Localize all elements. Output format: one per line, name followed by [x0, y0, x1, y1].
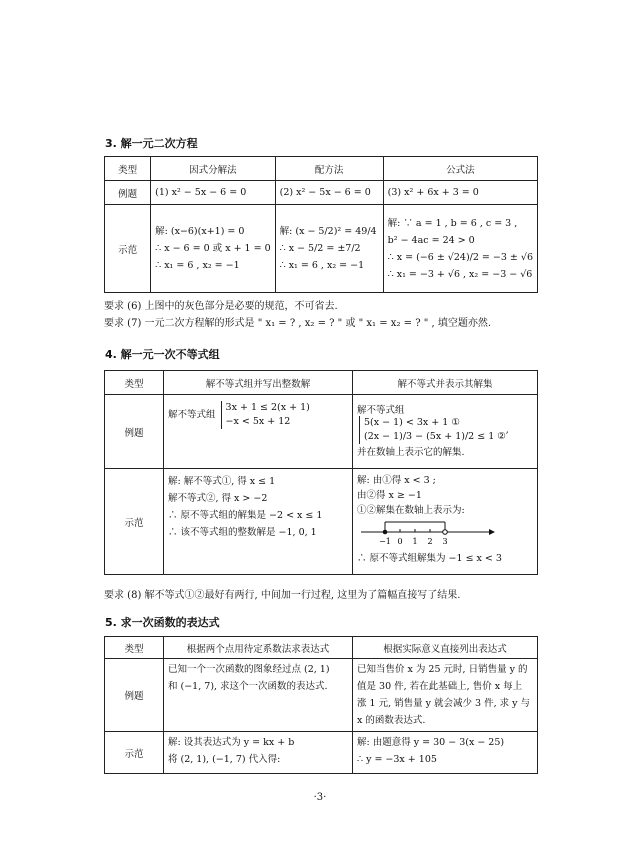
s4-demo-1-line: 解不等式②, 得 x > −2 — [168, 493, 268, 504]
s4-demo-1-line: 解: 解不等式①, 得 x ≤ 1 — [168, 476, 276, 487]
section5-title: 5. 求一次函数的表达式 — [105, 616, 220, 629]
s5-ex2-line: x 的函数表达式. — [357, 715, 426, 726]
number-line-tick-label: 2 — [427, 537, 433, 546]
s3-demo-label: 示范 — [105, 205, 151, 293]
s3-example-3: (3) x² + 6x + 3 = 0 — [383, 181, 537, 205]
open-endpoint — [443, 530, 448, 535]
s5-ex2-line: 值是 30 件, 若在此基础上, 售价 x 每上 — [357, 681, 523, 692]
s4-ex2-after: 并在数轴上表示它的解集. — [357, 447, 465, 458]
s5-demo-2 — [353, 732, 538, 774]
s3-demo-2-line: ∴ x − 5/2 = ±7/2 — [279, 243, 361, 254]
section3-title: 3. 解一元二次方程 — [105, 137, 198, 150]
s4-example-2 — [353, 395, 538, 469]
s4-demo-label: 示范 — [105, 469, 164, 575]
s4-demo-2-line: 由②得 x ≥ −1 — [357, 490, 422, 501]
s4-ex1-prefix: 解不等式组 — [168, 409, 216, 421]
s5-header-practical: 根据实际意义直接列出表达式 — [353, 637, 538, 659]
s4-demo-2 — [353, 469, 538, 575]
s4-demo-2-line: ∴ 原不等式组解集为 −1 ≤ x < 3 — [357, 553, 502, 564]
number-line-diagram — [357, 518, 497, 548]
s4-ex2-system — [359, 416, 506, 444]
s5-demo-2-line: 解: 由题意得 y = 30 − 3(x − 25) — [357, 737, 505, 748]
number-line-arrow — [489, 529, 495, 535]
s5-ex2-line: 已知当售价 x 为 25 元时, 日销售量 y 的 — [357, 664, 528, 675]
number-line-tick-label: 1 — [412, 537, 418, 546]
s5-demo-label: 示范 — [105, 732, 164, 774]
s3-demo-1-line: ∴ x − 6 = 0 或 x + 1 = 0 — [155, 243, 271, 254]
s4-demo-1 — [164, 469, 353, 575]
s4-example-label: 例题 — [105, 395, 164, 469]
s3-example-1: (1) x² − 5x − 6 = 0 — [151, 181, 276, 205]
number-line-tick-label: 0 — [397, 537, 403, 546]
s3-demo-2 — [275, 205, 383, 293]
s5-demo-1-line: 将 (2, 1), (−1, 7) 代入得: — [168, 754, 281, 765]
s3-demo-1-line: ∴ x₁ = 6 , x₂ = −1 — [155, 260, 240, 271]
s5-example-2 — [353, 659, 538, 732]
section4-table — [104, 370, 538, 575]
s4-demo-2-line: ①②解集在数轴上表示为: — [357, 505, 465, 516]
s4-ex1-eq: −x < 5x + 12 — [225, 416, 291, 427]
s5-demo-2-line: ∴ y = −3x + 105 — [357, 754, 437, 765]
s5-ex1-line: 和 (−1, 7), 求这个一次函数的表达式. — [168, 681, 328, 692]
section4-title: 4. 解一元一次不等式组 — [105, 348, 220, 361]
s5-demo-1-line: 解: 设其表达式为 y = kx + b — [168, 737, 295, 748]
s4-ex2-prefix: 解不等式组 — [357, 405, 405, 416]
s3-header-formula: 公式法 — [383, 157, 537, 181]
number-line-tick-label: −1 — [379, 537, 391, 546]
s4-ex2-suffix: , — [505, 424, 509, 436]
s3-header-complete-square: 配方法 — [275, 157, 383, 181]
s4-example-1 — [164, 395, 353, 469]
s3-demo-1-line: 解: (x−6)(x+1) = 0 — [155, 226, 245, 237]
s5-example-1 — [164, 659, 353, 732]
s3-demo-3-line: b² − 4ac = 24 > 0 — [387, 234, 475, 246]
s5-ex2-line: 涨 1 元, 销售量 y 就会减少 3 件, 求 y 与 — [357, 698, 531, 709]
s3-note-7: 要求 (7) 一元二次方程解的形式是 " x₁ = ? , x₂ = ? " 或 " x₁ = x₂ = ? " , 填空题亦然. — [104, 318, 492, 329]
s3-example-2: (2) x² − 5x − 6 = 0 — [275, 181, 383, 205]
s4-ex1-eq: 3x + 1 ≤ 2(x + 1) — [225, 402, 310, 413]
section3-table — [104, 156, 538, 293]
number-line-tick-label: 3 — [442, 537, 448, 546]
s3-demo-1 — [151, 205, 276, 293]
s4-header-solution-set: 解不等式并表示其解集 — [353, 371, 538, 395]
s3-demo-3-line: ∴ x = (−6 ± √24)/2 = −3 ± √6 — [387, 251, 533, 263]
page-number: ·3· — [313, 792, 327, 803]
s4-ex2-eq: 5(x − 1) < 3x + 1 ① — [364, 417, 460, 428]
s4-ex2-eq: (2x − 1)/3 − (5x + 1)/2 ≤ 1 ② — [364, 431, 506, 442]
s3-example-label: 例题 — [105, 181, 151, 205]
s5-demo-1 — [164, 732, 353, 774]
s3-demo-3-line: ∴ x₁ = −3 + √6 , x₂ = −3 − √6 — [387, 268, 533, 280]
s5-example-label: 例题 — [105, 659, 164, 732]
s3-demo-2-line: ∴ x₁ = 6 , x₂ = −1 — [279, 260, 365, 271]
s4-header-integer: 解不等式组并写出整数解 — [164, 371, 353, 395]
s4-ex1-system — [221, 401, 310, 429]
s3-demo-2-line: 解: (x − 5/2)² = 49/4 — [279, 226, 377, 237]
s4-note-8: 要求 (8) 解不等式①②最好有两行, 中间加一行过程, 这里为了篇幅直接写了结果. — [104, 590, 461, 601]
section5-table — [104, 636, 538, 774]
s4-demo-1-line: ∴ 该不等式组的整数解是 −1, 0, 1 — [168, 527, 317, 538]
s5-ex1-line: 已知一个一次函数的图象经过点 (2, 1) — [168, 664, 330, 675]
s3-demo-3-line: 解: ∵ a = 1 , b = 6 , c = 3 , — [387, 217, 518, 229]
s3-demo-3 — [383, 205, 537, 293]
s4-demo-1-line: ∴ 原不等式组的解集是 −2 < x ≤ 1 — [168, 510, 323, 521]
s3-header-type: 类型 — [105, 157, 151, 181]
s3-header-factor: 因式分解法 — [151, 157, 276, 181]
s4-header-type: 类型 — [105, 371, 164, 395]
s5-header-undetermined: 根据两个点用待定系数法求表达式 — [164, 637, 353, 659]
s3-note-6: 要求 (6) 上图中的灰色部分是必要的规范，不可省去. — [104, 301, 338, 312]
closed-endpoint — [383, 530, 388, 535]
s4-demo-2-line: 解: 由①得 x < 3 ; — [357, 475, 436, 486]
s5-header-type: 类型 — [105, 637, 164, 659]
